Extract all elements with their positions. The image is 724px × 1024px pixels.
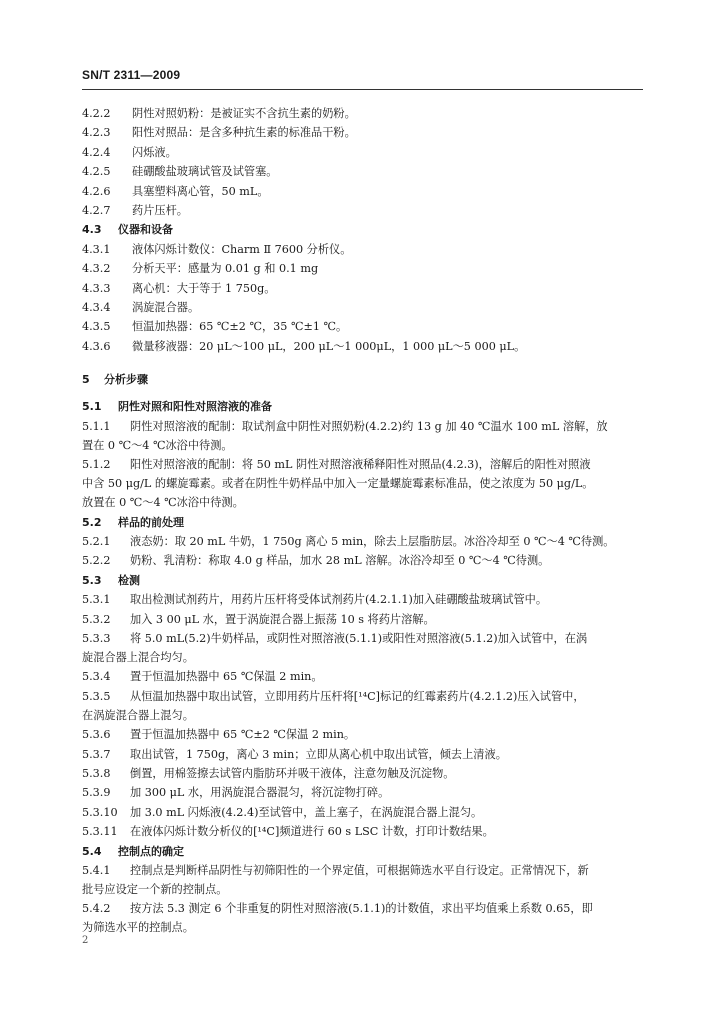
list-item	[82, 320, 644, 334]
list-item	[82, 204, 644, 218]
clause-number: 5.3.5	[82, 689, 111, 703]
item-number: 4.2.4	[82, 145, 111, 159]
section-heading: 5.3 检测	[82, 573, 140, 587]
paragraph: 5.3.9 加 300 μL 水，用涡旋混合器混匀，将沉淀物打碎。	[82, 786, 390, 800]
paragraph: 5.3.3 将 5.0 mL(5.2)牛奶样品，或阴性对照溶液(5.1.1)或阳性对照溶液(5.1.2)加入试管中，在涡 旋混合器上混合均匀。	[82, 631, 588, 664]
paragraph: 5.3.5 从恒温加热器中取出试管，立即用药片压杆将[¹⁴C]标记的红霉素药片(4.2.1.2)压入试管中， 在涡旋混合器上混匀。	[82, 689, 585, 722]
paragraph: 5.4.1 控制点是判断样品阴性与初筛阳性的一个界定值，可根据筛选水平自行设定。正常情况下，新 批号应设定一个新的控制点。	[82, 863, 589, 896]
paragraph: 5.3.6 置于恒温加热器中 65 ℃±2 ℃保温 2 min。	[82, 728, 356, 742]
list-item	[82, 146, 644, 160]
section-heading: 4.3 仪器和设备	[82, 223, 173, 237]
list-item	[82, 185, 644, 199]
paragraph: 5.3.11 在液体闪烁计数分析仪的[¹⁴C]频道进行 60 s LSC 计数，打印计数结果。	[82, 825, 494, 839]
item-number: 4.2.3	[82, 126, 111, 140]
clause-number: 5.3.4	[82, 670, 111, 684]
clause-number: 5.3.8	[82, 766, 111, 780]
item-number: 4.2.2	[82, 107, 111, 120]
chapter-heading: 5 分析步骤	[82, 373, 148, 387]
page-number: 2	[82, 935, 89, 946]
item-text: 硅硼酸盐玻璃试管及试管塞。	[132, 165, 278, 179]
item-text: 具塞塑料离心管，50 mL。	[132, 184, 269, 198]
paragraph: 5.2.1 液态奶：取 20 mL 牛奶，1 750g 离心 5 min，除去上层脂肪层。冰浴冷却至 0 ℃～4 ℃待测。	[82, 535, 615, 549]
paragraph: 5.2.2 奶粉、乳清粉：称取 4.0 g 样品，加水 28 mL 溶解。冰浴冷却至 0 ℃～4 ℃待测。	[82, 554, 550, 568]
paragraph: 5.3.10 加 3.0 mL 闪烁液(4.2.4)至试管中，盖上塞子，在涡旋混合器上混匀。	[82, 805, 483, 819]
clause-number: 5.3.9	[82, 786, 111, 800]
paragraph: 5.3.1 取出检测试剂药片，用药片压杆将受体试剂药片(4.2.1.1)加入硅硼酸盐玻璃试管中。	[82, 593, 548, 607]
paragraph: 5.4.2 按方法 5.3 测定 6 个非重复的阴性对照溶液(5.1.1)的计数值，求出平均值乘上系数 0.65，即 为筛选水平的控制点。	[82, 902, 593, 935]
list-item	[82, 107, 644, 121]
list-item	[82, 262, 644, 276]
list-item	[82, 301, 644, 315]
clause-number: 5.4.2	[82, 902, 111, 916]
list-item	[82, 165, 644, 179]
clause-number: 5.3.3	[82, 631, 111, 645]
item-text: 液体闪烁计数仪：Charm Ⅱ 7600 分析仪。	[132, 242, 352, 256]
header-rule	[82, 89, 643, 90]
item-text: 阳性对照品：是含多种抗生素的标准品干粉。	[132, 126, 356, 140]
list-item	[82, 282, 644, 296]
paragraph: 5.3.2 加入 3 00 μL 水，置于涡旋混合器上振荡 10 s 将药片溶解。	[82, 612, 435, 626]
clause-number: 5.4.1	[82, 863, 111, 877]
section-heading: 5.2 样品的前处理	[82, 515, 184, 529]
document-body	[82, 107, 644, 941]
item-text: 离心机：大于等于 1 750g。	[132, 281, 276, 295]
paragraph: 5.3.7 取出试管，1 750g，离心 3 min；立即从离心机中取出试管，倾去上清液。	[82, 747, 507, 761]
list-item	[82, 243, 644, 257]
item-number: 4.3.2	[82, 262, 111, 276]
clause-number: 5.3.11	[82, 825, 118, 839]
item-number: 4.2.6	[82, 184, 111, 198]
item-number: 4.2.5	[82, 165, 111, 179]
paragraph: 5.1.1 阴性对照溶液的配制：取试剂盒中阴性对照奶粉(4.2.2)约 13 g 加 40 ℃温水 100 mL 溶解，放 置在 0 ℃～4 ℃冰浴中待测。	[82, 419, 608, 452]
paragraph: 5.3.8 倒置，用棉签擦去试管内脂肪环并吸干液体，注意勿触及沉淀物。	[82, 766, 455, 780]
item-text: 微量移液器：20 μL～100 μL，200 μL～1 000μL，1 000 μL～5 000 μL。	[132, 339, 526, 353]
clause-number: 5.1.1	[82, 419, 111, 433]
clause-number: 5.3.1	[82, 593, 111, 607]
clause-number: 5.1.2	[82, 458, 111, 472]
item-text: 阴性对照奶粉：是被证实不含抗生素的奶粉。	[132, 107, 356, 120]
paragraph: 5.3.4 置于恒温加热器中 65 ℃保温 2 min。	[82, 670, 323, 684]
item-text: 闪烁液。	[132, 145, 177, 159]
section-heading: 5.1 阴性对照和阳性对照溶液的准备	[82, 400, 272, 414]
item-text: 涡旋混合器。	[132, 300, 200, 314]
item-number: 4.3.5	[82, 320, 111, 334]
item-text: 恒温加热器：65 ℃±2 ℃，35 ℃±1 ℃。	[132, 320, 348, 334]
item-number: 4.3.1	[82, 242, 111, 256]
clause-number: 5.3.2	[82, 612, 111, 626]
list-item	[82, 126, 644, 140]
clause-number: 5.2.2	[82, 554, 111, 568]
clause-number: 5.2.1	[82, 535, 111, 549]
paragraph: 5.1.2 阳性对照溶液的配制：将 50 mL 阴性对照溶液稀释阳性对照品(4.2.3)，溶解后的阳性对照液 中含 50 μg/L 的螺旋霉素。或者在阴性牛奶样品中加入一定量螺旋霉素标准品，使之浓度为 50 μg/L。 放置在 0 ℃～4 ℃冰浴中待测。	[82, 458, 594, 510]
clause-number: 5.3.7	[82, 747, 111, 761]
item-number: 4.2.7	[82, 203, 111, 217]
item-text: 药片压杆。	[132, 203, 188, 217]
standard-number: SN/T 2311—2009	[82, 68, 181, 82]
item-text: 分析天平：感量为 0.01 g 和 0.1 mg	[132, 262, 319, 276]
clause-number: 5.3.6	[82, 728, 111, 742]
clause-number: 5.3.10	[82, 805, 118, 819]
section-heading: 5.4 控制点的确定	[82, 844, 184, 858]
list-item	[82, 340, 644, 354]
item-number: 4.3.6	[82, 339, 111, 353]
item-number: 4.3.4	[82, 300, 111, 314]
item-number: 4.3.3	[82, 281, 111, 295]
